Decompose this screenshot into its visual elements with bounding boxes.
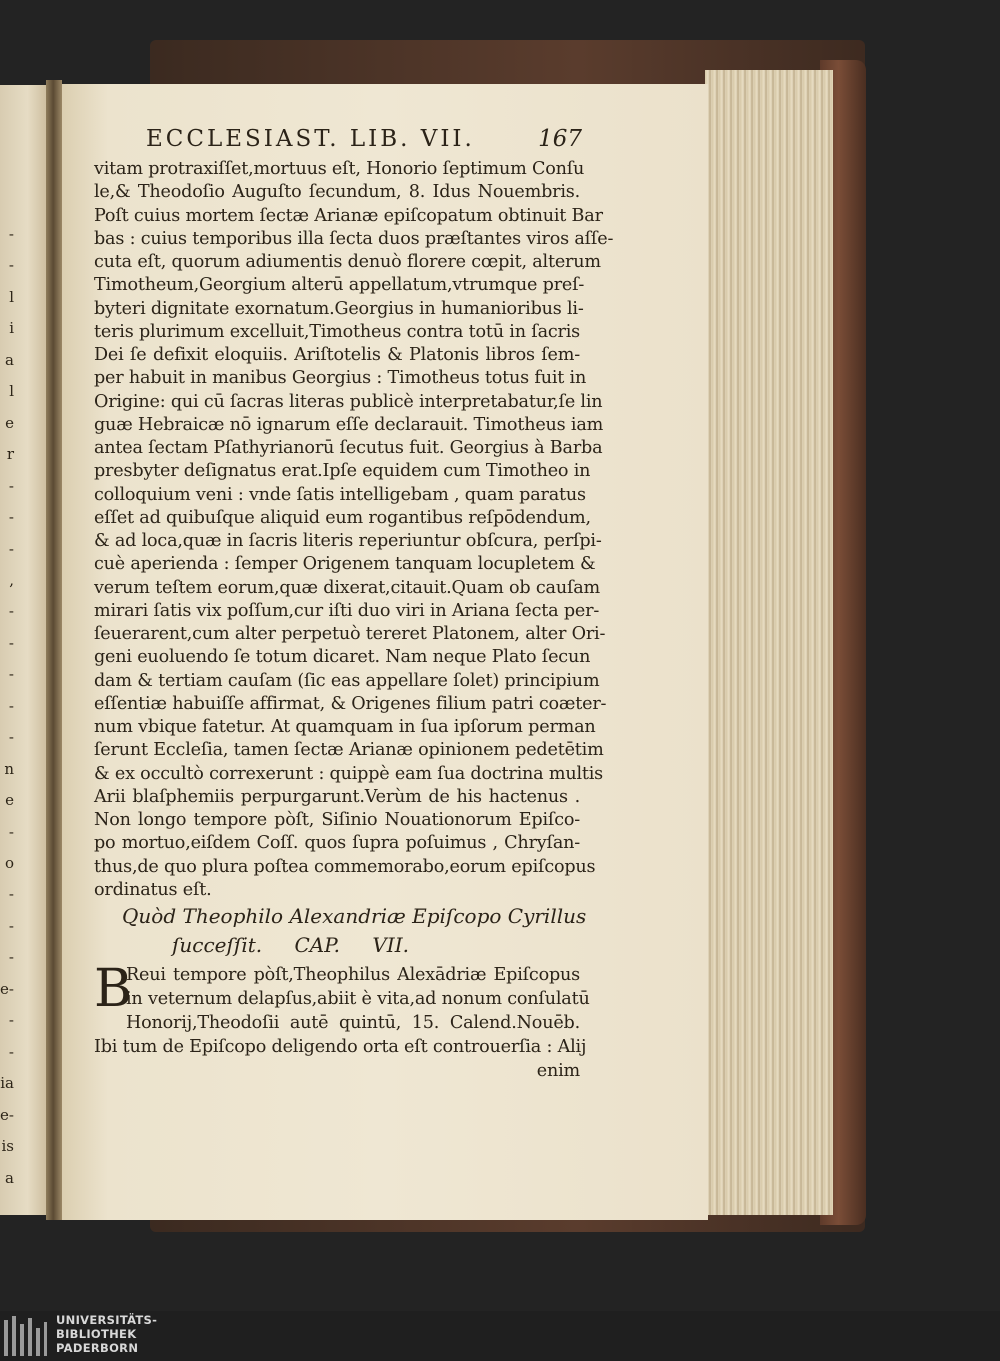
running-head [146,126,582,156]
body-line: Timotheum,Georgium alterū appellatum,vtrumque preſ- [94,275,585,296]
body-line: mirari ſatis vix poſſum,cur iſti duo viri in Ariana ſecta per- [94,600,600,621]
margin-fragment: l [9,382,14,401]
library-name [56,1313,157,1355]
margin-fragment: e- [0,1105,14,1124]
body-line: antea ſectam Pſathyrianorū ſecutus fuit. Georgius à Barba [94,438,603,458]
body-line: vitam protraxiſſet,mortuus eſt, Honorio ſeptimum Conſu [94,159,585,179]
left-page-strip [0,85,50,1215]
margin-fragment: - [8,476,14,495]
chapter-label: CAP. [294,933,340,957]
library-name-line: PADERBORN [56,1341,139,1355]
margin-fragment: - [8,225,14,243]
margin-fragment: - [8,539,14,558]
margin-fragment: o [4,854,14,873]
library-logo-icon [4,1314,48,1358]
body-line: Arii blaſphemiis perpurgarunt.Verùm de his hactenus . [94,786,580,807]
body-line: verum teſtem eorum,quæ dixerat,citauit.Quam ob cauſam [94,577,601,598]
chapter-heading-line-2 [94,931,580,960]
left-page-margin-fragments [0,225,14,1205]
book-gutter [46,80,62,1220]
margin-fragment: , [9,570,14,589]
margin-fragment: - [8,665,14,684]
chapter-body [94,959,590,1083]
chapter-heading-text: ſucceſſit. [172,933,263,957]
body-text [94,158,614,902]
margin-fragment: - [8,948,14,967]
margin-fragment: - [8,696,14,715]
margin-fragment: - [8,822,14,841]
body-line: po mortuo,eiſdem Coſſ. quos ſupra poſuimus , Chryſan- [94,833,580,854]
drop-cap: B [94,959,133,1019]
body-line: byteri dignitate exornatum.Georgius in humanioribus li- [94,298,584,319]
catchword: enim [536,1061,580,1081]
body-line: ordinatus eſt. [94,879,212,900]
margin-fragment: a [5,1168,14,1187]
chapter-heading [94,902,587,960]
body-line: guæ Hebraicæ nō ignarum eſſe declarauit. Timotheus iam [94,414,604,435]
margin-fragment: - [8,1011,14,1030]
margin-fragment: e [5,413,14,432]
body-line: num vbique fatetur. At quamquam in ſua ipſorum perman [94,717,596,737]
body-line: & ad loca,quæ in ſacris literis reperiuntur obſcura, perſpi- [94,531,602,551]
body-line: bas : cuius temporibus illa ſecta duos præſtantes viros aſſe- [94,228,614,249]
body-line: teris plurimum excelluit,Timotheus contra totū in ſacris [94,321,580,342]
body-line: Poſt cuius mortem ſectæ Arianæ epiſcopatum obtinuit Bar [94,205,603,226]
body-line: Origine: qui cū ſacras literas publicè interpretabatur,ſe lin [94,391,603,412]
body-line: presbyter deſignatus erat.Ipſe equidem cum Timotheo in [94,461,591,482]
margin-fragment: - [8,1042,14,1061]
body-line: ſeuerarent,cum alter perpetuò tereret Platonem, alter Ori- [94,624,606,644]
chapter-heading-line: Quòd Theophilo Alexandriæ Epiſcopo Cyrillus [122,904,587,928]
margin-fragment: e- [0,979,14,998]
margin-fragment: is [1,1137,14,1156]
body-line: thus,de quo plura poſtea commemorabo,eorum epiſcopus [94,856,596,877]
body-line: ſerunt Eccleſia, tamen ſectæ Arianæ opinionem pedetētim [94,740,604,761]
margin-fragment: i [9,319,14,338]
margin-fragment: - [8,256,14,275]
margin-fragment: - [8,728,14,747]
body-line: & ex occultò correxerunt : quippè eam ſua doctrina multis [94,763,604,784]
margin-fragment: e [5,791,14,810]
margin-fragment: - [8,602,14,621]
body-line: cuta eſt, quorum adiumentis denuò florere cœpit, alterum [94,252,601,272]
body-line: Non longo tempore pòſt, Siſinio Nouationorum Epiſco- [94,810,580,830]
chapter-line: Reui tempore pòſt,Theophilus Alexādriæ Epiſcopus [126,965,580,985]
body-line: eſſentiæ habuiſſe affirmat, & Origenes filium patri coæter- [94,693,607,714]
margin-fragment: - [8,916,14,935]
page-number: 167 [538,126,582,152]
page-stack-fore-edge [705,70,833,1215]
chapter-line: in veternum delapſus,abiit è vita,ad nonum conſulatū [126,989,590,1009]
margin-fragment: - [8,633,14,652]
library-name-line: UNIVERSITÄTS- [56,1313,158,1327]
margin-fragment: - [8,885,14,904]
body-line: cuè aperienda : ſemper Origenem tanquam locupletem & [94,554,596,575]
margin-fragment: n [4,759,14,778]
margin-fragment: - [8,508,14,527]
chapter-line: Ibi tum de Epiſcopo deligendo orta eſt controuerſia : Alij [94,1037,587,1057]
chapter-number: VII. [372,933,409,957]
library-name-line: BIBLIOTHEK [56,1327,137,1341]
body-line: le,& Theodoſio Auguſto ſecundum, 8. Idus Nouembris. [94,182,580,203]
chapter-line: Honorij,Theodoſii autē quintū, 15. Calend.Nouēb. [126,1013,580,1033]
body-line: eſſet ad quibuſque aliquid eum rogantibus reſpōdendum, [94,507,591,528]
margin-fragment: ia [0,1074,14,1093]
margin-fragment: l [9,287,14,306]
body-line: dam & tertiam cauſam (ſic eas appellare ſolet) principium [94,670,600,691]
body-line: geni euoluendo ſe totum dicaret. Nam neque Plato ſecun [94,647,591,668]
margin-fragment: r [6,445,14,464]
body-line: Dei ſe defixit eloquiis. Ariſtotelis & Platonis libros ſem- [94,345,580,365]
running-head-title: ECCLESIAST. LIB. VII. [146,126,475,152]
body-line: colloquium veni : vnde ſatis intelligebam , quam paratus [94,484,586,505]
body-line: per habuit in manibus Georgius : Timotheus totus fuit in [94,368,587,389]
margin-fragment: a [5,350,14,369]
